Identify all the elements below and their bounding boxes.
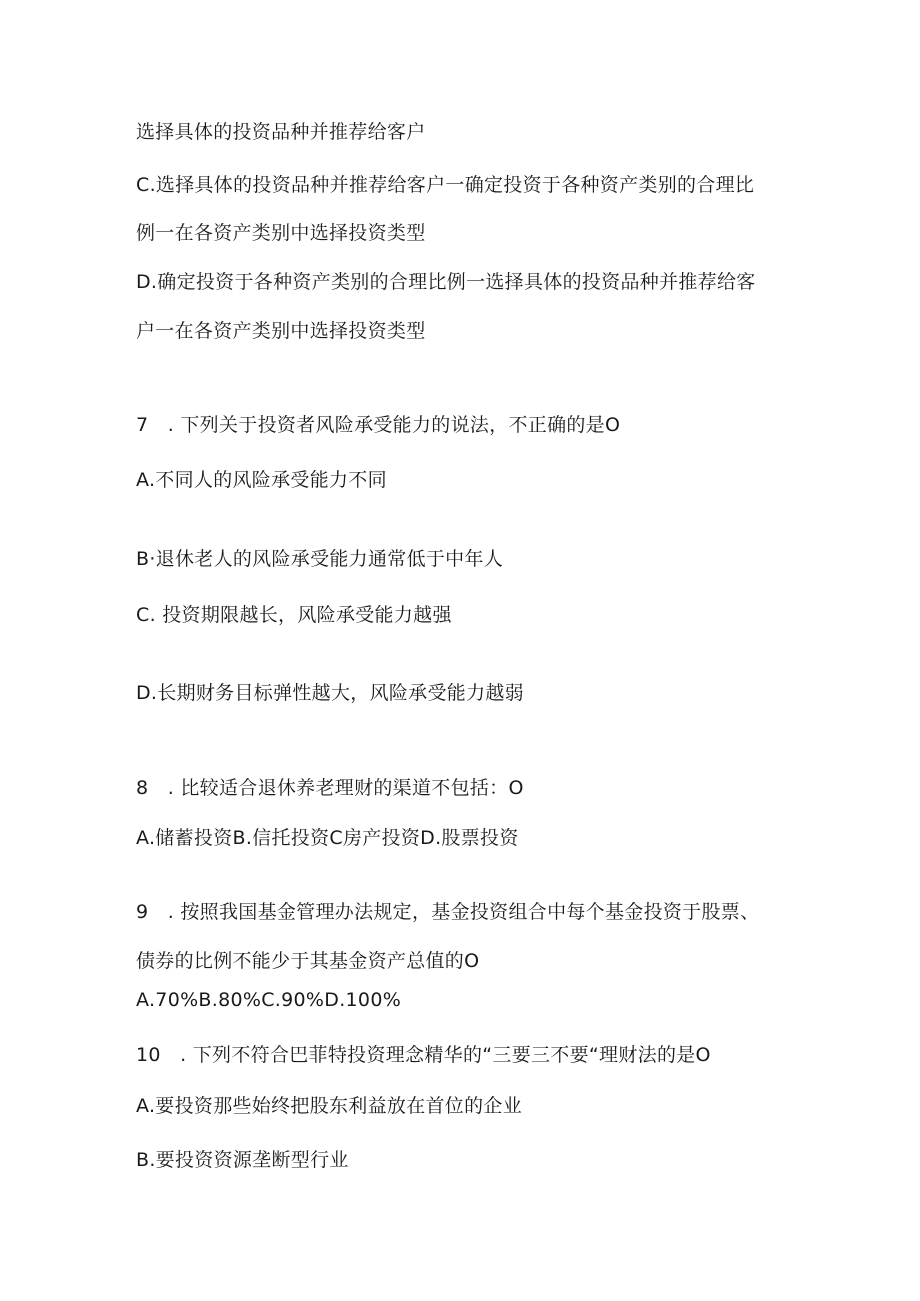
q7-option-b: B·退休老人的风险承受能力通常低于中年人 <box>136 548 504 570</box>
option-b-continuation: 选择具体的投资品种并推荐给客户 <box>136 121 426 143</box>
q7-option-d: D.长期财务目标弹性越大，风险承受能力越弱 <box>136 682 524 704</box>
q10-option-a: A.要投资那些始终把股东利益放在首位的企业 <box>136 1095 523 1117</box>
question-8: 8 . 比较适合退休养老理财的渠道不包括：O <box>136 777 524 799</box>
option-d-line-2: 户一在各资产类别中选择投资类型 <box>136 320 426 342</box>
option-c-line-1: C.选择具体的投资品种并推荐给客户一确定投资于各种资产类别的合理比 <box>136 174 755 196</box>
question-10: 10 . 下列不符合巴菲特投资理念精华的“三要三不要“理财法的是O <box>136 1044 711 1066</box>
q7-option-a: A.不同人的风险承受能力不同 <box>136 469 387 491</box>
question-9-line-1: 9 . 按照我国基金管理办法规定，基金投资组合中每个基金投资于股票、 <box>136 901 760 923</box>
question-9-line-2: 债券的比例不能少于其基金资产总值的O <box>136 950 480 972</box>
question-7: 7 . 下列关于投资者风险承受能力的说法，不正确的是O <box>136 414 621 436</box>
q10-option-b: B.要投资资源垄断型行业 <box>136 1149 349 1171</box>
q9-options: A.70%B.80%C.90%D.100% <box>136 989 402 1011</box>
option-d-line-1: D.确定投资于各种资产类别的合理比例一选择具体的投资品种并推荐给客 <box>136 271 756 293</box>
q7-option-c: C. 投资期限越长，风险承受能力越强 <box>136 604 452 626</box>
option-c-line-2: 例一在各资产类别中选择投资类型 <box>136 222 426 244</box>
q8-options: A.储蓄投资B.信托投资C房产投资D.股票投资 <box>136 827 519 849</box>
